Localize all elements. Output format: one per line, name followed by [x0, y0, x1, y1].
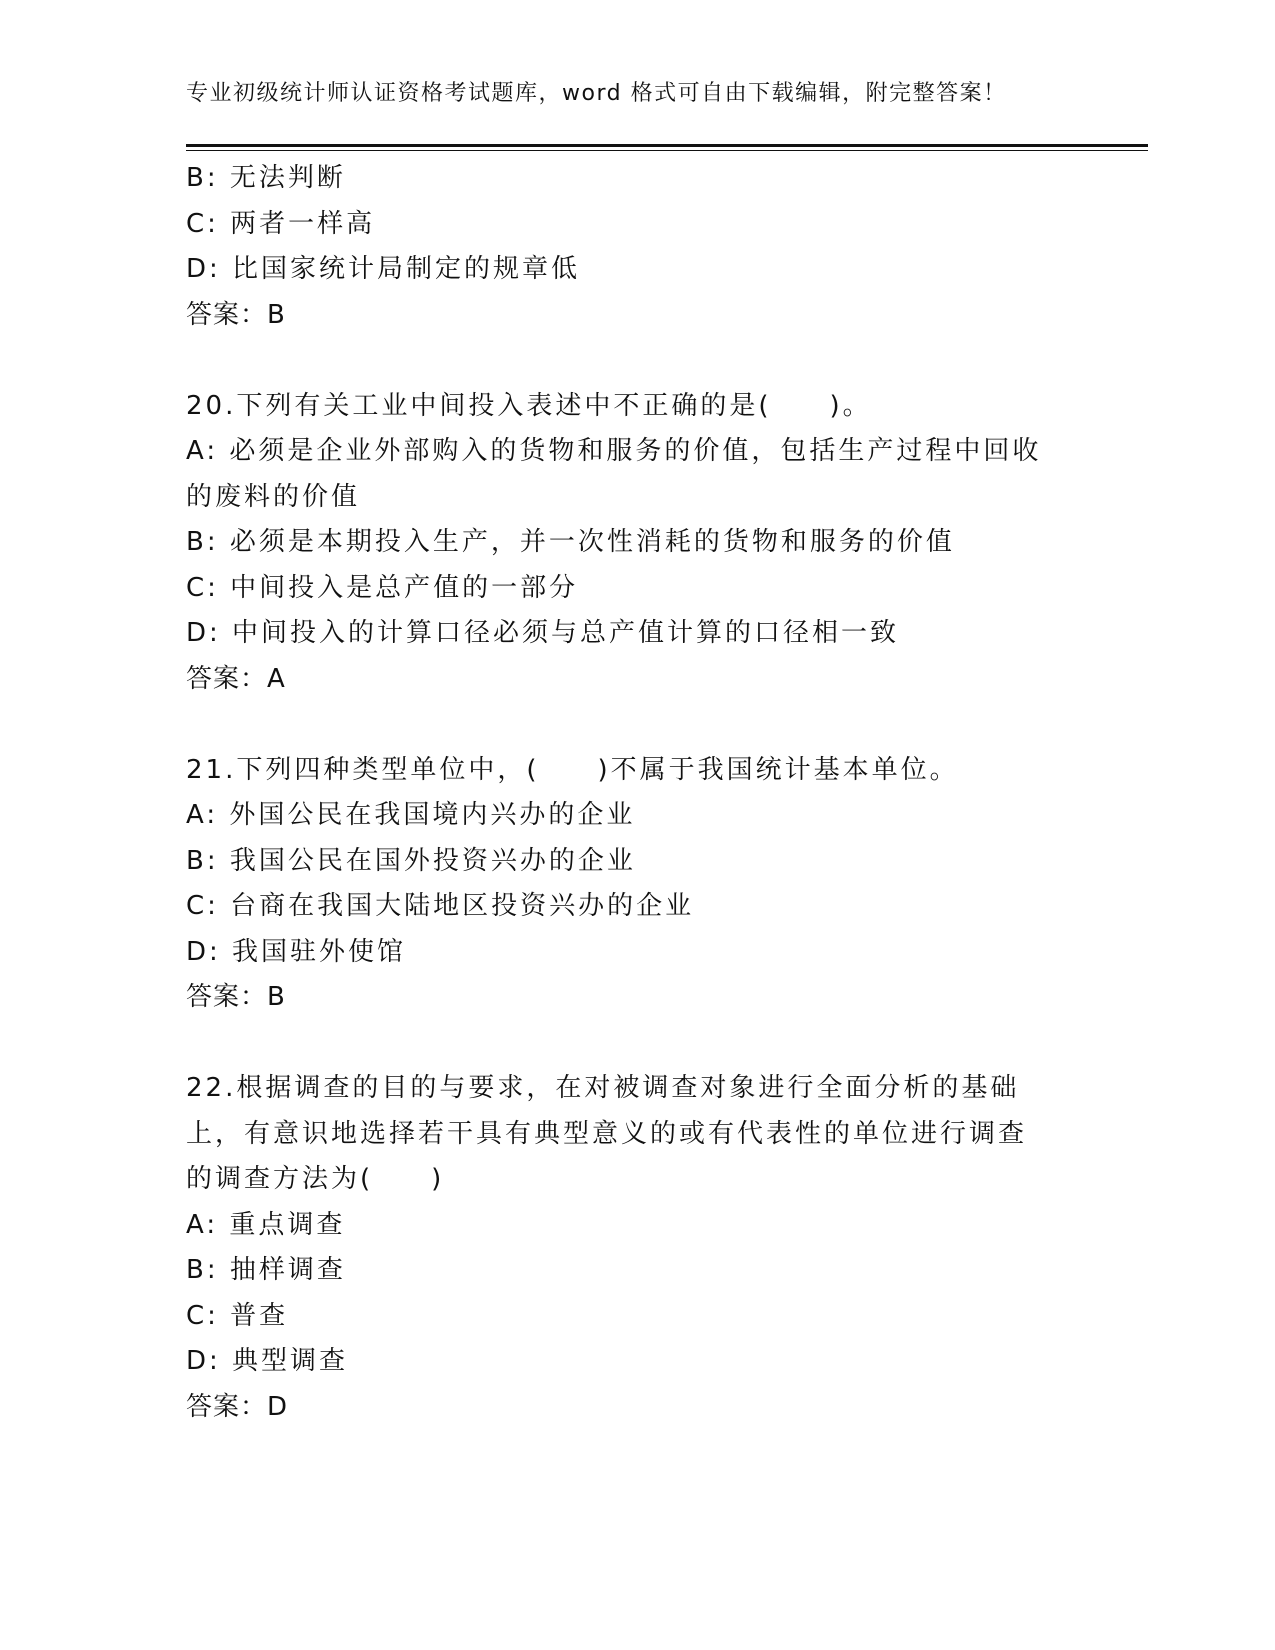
option-b: B: 无法判断	[186, 163, 346, 193]
option-b: B: 必须是本期投入生产，并一次性消耗的货物和服务的价值	[186, 527, 955, 557]
option-c: C: 台商在我国大陆地区投资兴办的企业	[186, 891, 695, 921]
question-stem: 22.根据调查的目的与要求，在对被调查对象进行全面分析的基础上，有意识地选择若干具有典型意义的或有代表性的单位进行调查的调查方法为( )	[186, 1073, 1028, 1194]
question-stem: 21.下列四种类型单位中，( )不属于我国统计基本单位。	[186, 754, 959, 785]
header-rule-thick	[186, 144, 1148, 147]
option-b: B: 我国公民在国外投资兴办的企业	[186, 845, 636, 876]
option-d: D: 中间投入的计算口径必须与总产值计算的口径相一致	[186, 618, 900, 648]
question-19-tail	[186, 156, 1086, 338]
answer-line: 答案：A	[186, 663, 286, 694]
option-c: C: 两者一样高	[186, 208, 376, 239]
spacer	[186, 338, 1086, 384]
option-c: C: 中间投入是总产值的一部分	[186, 572, 579, 603]
question-22	[186, 1066, 1086, 1430]
question-20	[186, 384, 1086, 703]
option-a: A: 重点调查	[186, 1209, 346, 1240]
option-b: B: 抽样调查	[186, 1255, 346, 1285]
page-header-title: 专业初级统计师认证资格考试题库，word 格式可自由下载编辑，附完整答案！	[186, 81, 1007, 106]
option-a: A: 必须是企业外部购入的货物和服务的价值，包括生产过程中回收的废料的价值	[186, 436, 1042, 512]
answer-line: 答案：B	[186, 982, 286, 1012]
option-a: A: 外国公民在我国境内兴办的企业	[186, 800, 636, 830]
answer-line: 答案：B	[186, 299, 286, 330]
answer-line: 答案：D	[186, 1391, 289, 1422]
option-c: C: 普查	[186, 1300, 289, 1331]
option-d: D: 比国家统计局制定的规章低	[186, 254, 581, 284]
option-d: D: 我国驻外使馆	[186, 936, 407, 967]
question-21	[186, 748, 1086, 1021]
question-stem: 20.下列有关工业中间投入表述中不正确的是( )。	[186, 390, 872, 421]
question-list	[186, 156, 1086, 1430]
spacer	[186, 1021, 1086, 1067]
option-d: D: 典型调查	[186, 1346, 349, 1376]
spacer	[186, 702, 1086, 748]
header-rule-thin	[186, 150, 1148, 151]
